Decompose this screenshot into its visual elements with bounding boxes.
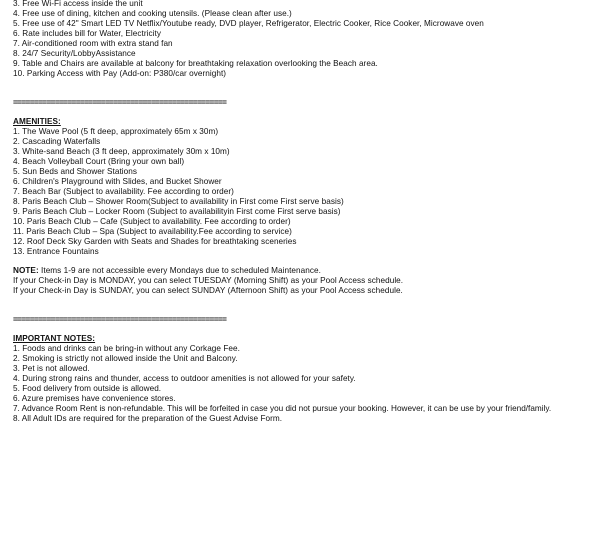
amenity-item: 5. Sun Beds and Shower Stations [13, 167, 137, 176]
important-note-item: 3. Pet is not allowed. [13, 364, 90, 373]
amenity-item: 6. Children's Playground with Slides, and Bucket Shower [13, 177, 222, 186]
note-line: If your Check-in Day is SUNDAY, you can select SUNDAY (Afternoon Shift) as your Pool Access schedule. [13, 286, 403, 295]
amenity-item: 2. Cascading Waterfalls [13, 137, 101, 146]
important-notes-heading: IMPORTANT NOTES: [13, 334, 96, 343]
amenity-item: 10. Paris Beach Club – Cafe (Subject to availability. Fee according to order) [13, 217, 291, 226]
amenities-heading: AMENITIES: [13, 117, 61, 126]
amenity-item: 1. The Wave Pool (5 ft deep, approximately 65m x 30m) [13, 127, 219, 136]
note-text: Items 1-9 are not accessible every Mondays due to scheduled Maintenance. [38, 266, 321, 275]
amenity-item: 12. Roof Deck Sky Garden with Seats and Shades for breathtaking sceneries [13, 237, 297, 246]
inclusion-item: 6. Rate includes bill for Water, Electricity [13, 29, 161, 38]
inclusion-item: 3. Free Wi-Fi access inside the unit [13, 0, 143, 8]
inclusion-item: 7. Air-conditioned room with extra stand fan [13, 39, 173, 48]
amenity-item: 11. Paris Beach Club – Spa (Subject to availability.Fee according to service) [13, 227, 292, 236]
inclusion-item: 8. 24/7 Security/LobbyAssistance [13, 49, 136, 58]
blank-line [13, 325, 589, 334]
inclusion-item: 4. Free use of dining, kitchen and cooking utensils. (Please clean after use.) [13, 9, 292, 18]
important-note-item: 2. Smoking is strictly not allowed inside the Unit and Balcony. [13, 354, 238, 363]
amenity-item: 9. Paris Beach Club – Locker Room (Subject to availabilityin First come First serve basis) [13, 207, 341, 216]
inclusion-item: 5. Free use of 42" Smart LED TV Netflix/Youtube ready, DVD player, Refrigerator, Electric Cooker, Rice Cooker, Microwave oven [13, 19, 484, 28]
important-note-item: 1. Foods and drinks can be bring-in without any Corkage Fee. [13, 344, 240, 353]
document-page [13, 0, 589, 424]
inclusions-list [13, 0, 589, 79]
important-note-item: 8. All Adult IDs are required for the preparation of the Guest Advise Form. [13, 414, 283, 423]
blank-line [13, 257, 589, 266]
section-separator: =================================================== [13, 98, 227, 107]
amenity-item: 7. Beach Bar (Subject to availability. Fee according to order) [13, 187, 234, 196]
important-note-item: 6. Azure premises have convenience stores. [13, 394, 176, 403]
amenities-list [13, 127, 589, 257]
note-line [13, 266, 589, 276]
note-line: If your Check-in Day is MONDAY, you can select TUESDAY (Morning Shift) as your Pool Access schedule. [13, 276, 404, 285]
inclusion-item: 10. Parking Access with Pay (Add-on: P380/car overnight) [13, 69, 227, 78]
important-note-item: 7. Advance Room Rent is non-refundable. This will be forfeited in case you did not pursue your booking. However, it can be use by your friend/family. [13, 404, 552, 413]
section-separator: =================================================== [13, 315, 227, 324]
amenity-item: 4. Beach Volleyball Court (Bring your own ball) [13, 157, 185, 166]
inclusion-item: 9. Table and Chairs are available at balcony for breathtaking relaxation overlooking the Beach area. [13, 59, 378, 68]
note-label: NOTE: [13, 266, 39, 275]
important-note-item: 5. Food delivery from outside is allowed. [13, 384, 162, 393]
amenity-item: 3. White-sand Beach (3 ft deep, approximately 30m x 10m) [13, 147, 230, 156]
amenity-item: 13. Entrance Fountains [13, 247, 99, 256]
important-note-item: 4. During strong rains and thunder, access to outdoor amenities is not allowed for your safety. [13, 374, 356, 383]
important-notes-list [13, 344, 589, 424]
blank-line [13, 108, 589, 117]
amenity-item: 8. Paris Beach Club – Shower Room(Subject to availability in First come First serve basis) [13, 197, 344, 206]
